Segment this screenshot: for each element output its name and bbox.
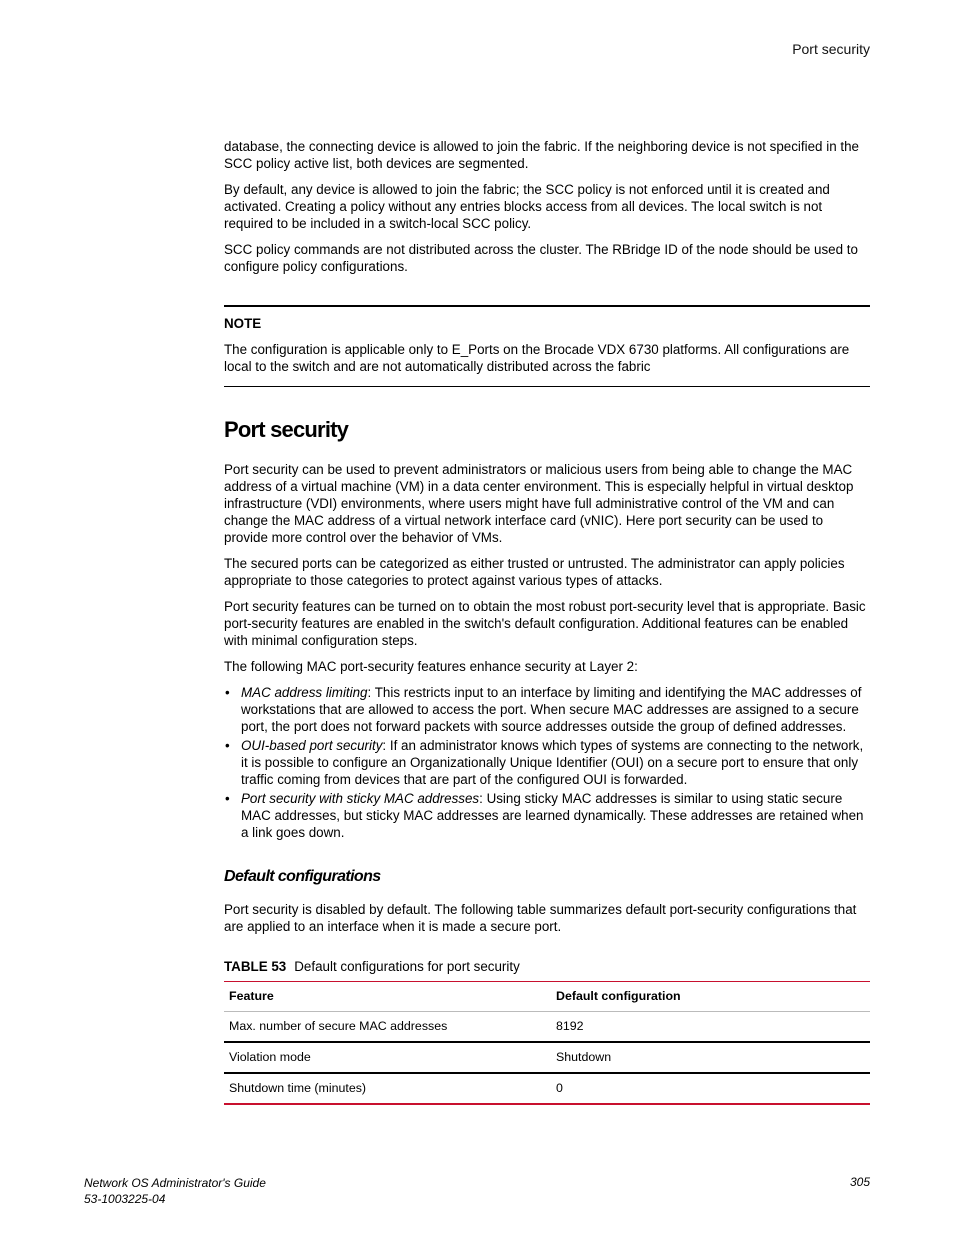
intro-paragraph: By default, any device is allowed to join the fabric; the SCC policy is not enforced until it is created and activated. Creating a policy without any entries blocks access from all devices. The local switch is not required to be included in a switch-local SCC policy. bbox=[224, 182, 830, 231]
feature-list bbox=[224, 684, 870, 841]
subsection-heading: Default configurations bbox=[224, 868, 381, 885]
bullet-icon: • bbox=[225, 791, 230, 806]
table-caption-text: Default configurations for port security bbox=[294, 959, 520, 974]
intro-paragraph: SCC policy commands are not distributed across the cluster. The RBridge ID of the node should be used to configure policy configurations. bbox=[224, 242, 858, 274]
footer-doc-info bbox=[84, 1175, 266, 1207]
table-header-cell: Feature bbox=[224, 982, 551, 1012]
list-item bbox=[224, 684, 870, 735]
table-row bbox=[224, 1042, 870, 1073]
config-table bbox=[224, 981, 870, 1105]
table-cell: 8192 bbox=[551, 1012, 870, 1043]
table-row bbox=[224, 1012, 870, 1043]
intro-paragraph: database, the connecting device is allowed to join the fabric. If the neighboring device is not specified in the SCC policy active list, both devices are segmented. bbox=[224, 139, 859, 171]
note-box bbox=[224, 305, 870, 387]
table-row bbox=[224, 1073, 870, 1104]
bullet-icon: • bbox=[225, 685, 230, 700]
note-body: The configuration is applicable only to E_Ports on the Brocade VDX 6730 platforms. All configurations are local to the switch and are not automatically distributed across the fabric bbox=[224, 342, 850, 374]
table-cell: Max. number of secure MAC addresses bbox=[224, 1012, 551, 1043]
page-number: 305 bbox=[849, 1175, 870, 1189]
table-caption bbox=[224, 958, 870, 975]
table-cell: 0 bbox=[551, 1073, 870, 1104]
list-item-term: Port security with sticky MAC addresses bbox=[241, 791, 480, 806]
footer-title: Network OS Administrator's Guide bbox=[84, 1176, 266, 1190]
note-title: NOTE bbox=[224, 316, 262, 331]
bullet-icon: • bbox=[225, 738, 230, 753]
table-header-row bbox=[224, 982, 870, 1012]
running-header: Port security bbox=[792, 41, 870, 57]
section-paragraph: Port security features can be turned on to obtain the most robust port-security level that is appropriate. Basic port-security features are enabled in the switch's default configuration. Additional features can be enabled with minimal configuration steps. bbox=[224, 599, 866, 648]
list-item-text: : Using sticky MAC addresses is similar to using static secure MAC addresses, but sticky MAC addresses are learned dynamically. These addresses are retained when a link goes down. bbox=[241, 791, 864, 840]
list-item-term: MAC address limiting bbox=[241, 685, 368, 700]
section-paragraph: Port security can be used to prevent administrators or malicious users from being able to change the MAC address of a virtual machine (VM) in a data center environment. This is especially helpful in virtual desktop infrastructure (VDI) environments, where users might have full administrative control of the VM and can change the MAC address of a virtual network interface card (vNIC). Here port security can be used to provide more control over the behavior of VMs. bbox=[224, 462, 854, 545]
table-cell: Violation mode bbox=[224, 1042, 551, 1073]
list-item bbox=[224, 790, 870, 841]
list-item-text: : This restricts input to an interface by limiting and identifying the MAC addresses of workstations that are allowed to access the port. When secure MAC addresses are assigned to a secure port, the port does not forward packets with source addresses outside the group of defined addresses. bbox=[241, 685, 862, 734]
section-paragraph: The following MAC port-security features enhance security at Layer 2: bbox=[224, 659, 638, 674]
subsection-paragraph: Port security is disabled by default. The following table summarizes default port-security configurations that are applied to an interface when it is made a secure port. bbox=[224, 902, 857, 934]
table-header-cell: Default configuration bbox=[551, 982, 870, 1012]
list-item-term: OUI-based port security bbox=[241, 738, 383, 753]
page-content bbox=[224, 138, 870, 1105]
section-heading: Port security bbox=[224, 417, 349, 442]
list-item-text: : If an administrator knows which types of systems are connecting to the network, it is possible to configure an Organizationally Unique Identifier (OUI) on a secure port to ensure that only traffic coming from devices that are part of the configured OUI is forwarded. bbox=[241, 738, 864, 787]
table-cell: Shutdown bbox=[551, 1042, 870, 1073]
table-cell: Shutdown time (minutes) bbox=[224, 1073, 551, 1104]
table-number: TABLE 53 bbox=[224, 959, 287, 974]
footer-doc-number: 53-1003225-04 bbox=[84, 1192, 166, 1206]
list-item bbox=[224, 737, 870, 788]
section-paragraph: The secured ports can be categorized as either trusted or untrusted. The administrator can apply policies appropriate to those categories to protect against various types of attacks. bbox=[224, 556, 845, 588]
